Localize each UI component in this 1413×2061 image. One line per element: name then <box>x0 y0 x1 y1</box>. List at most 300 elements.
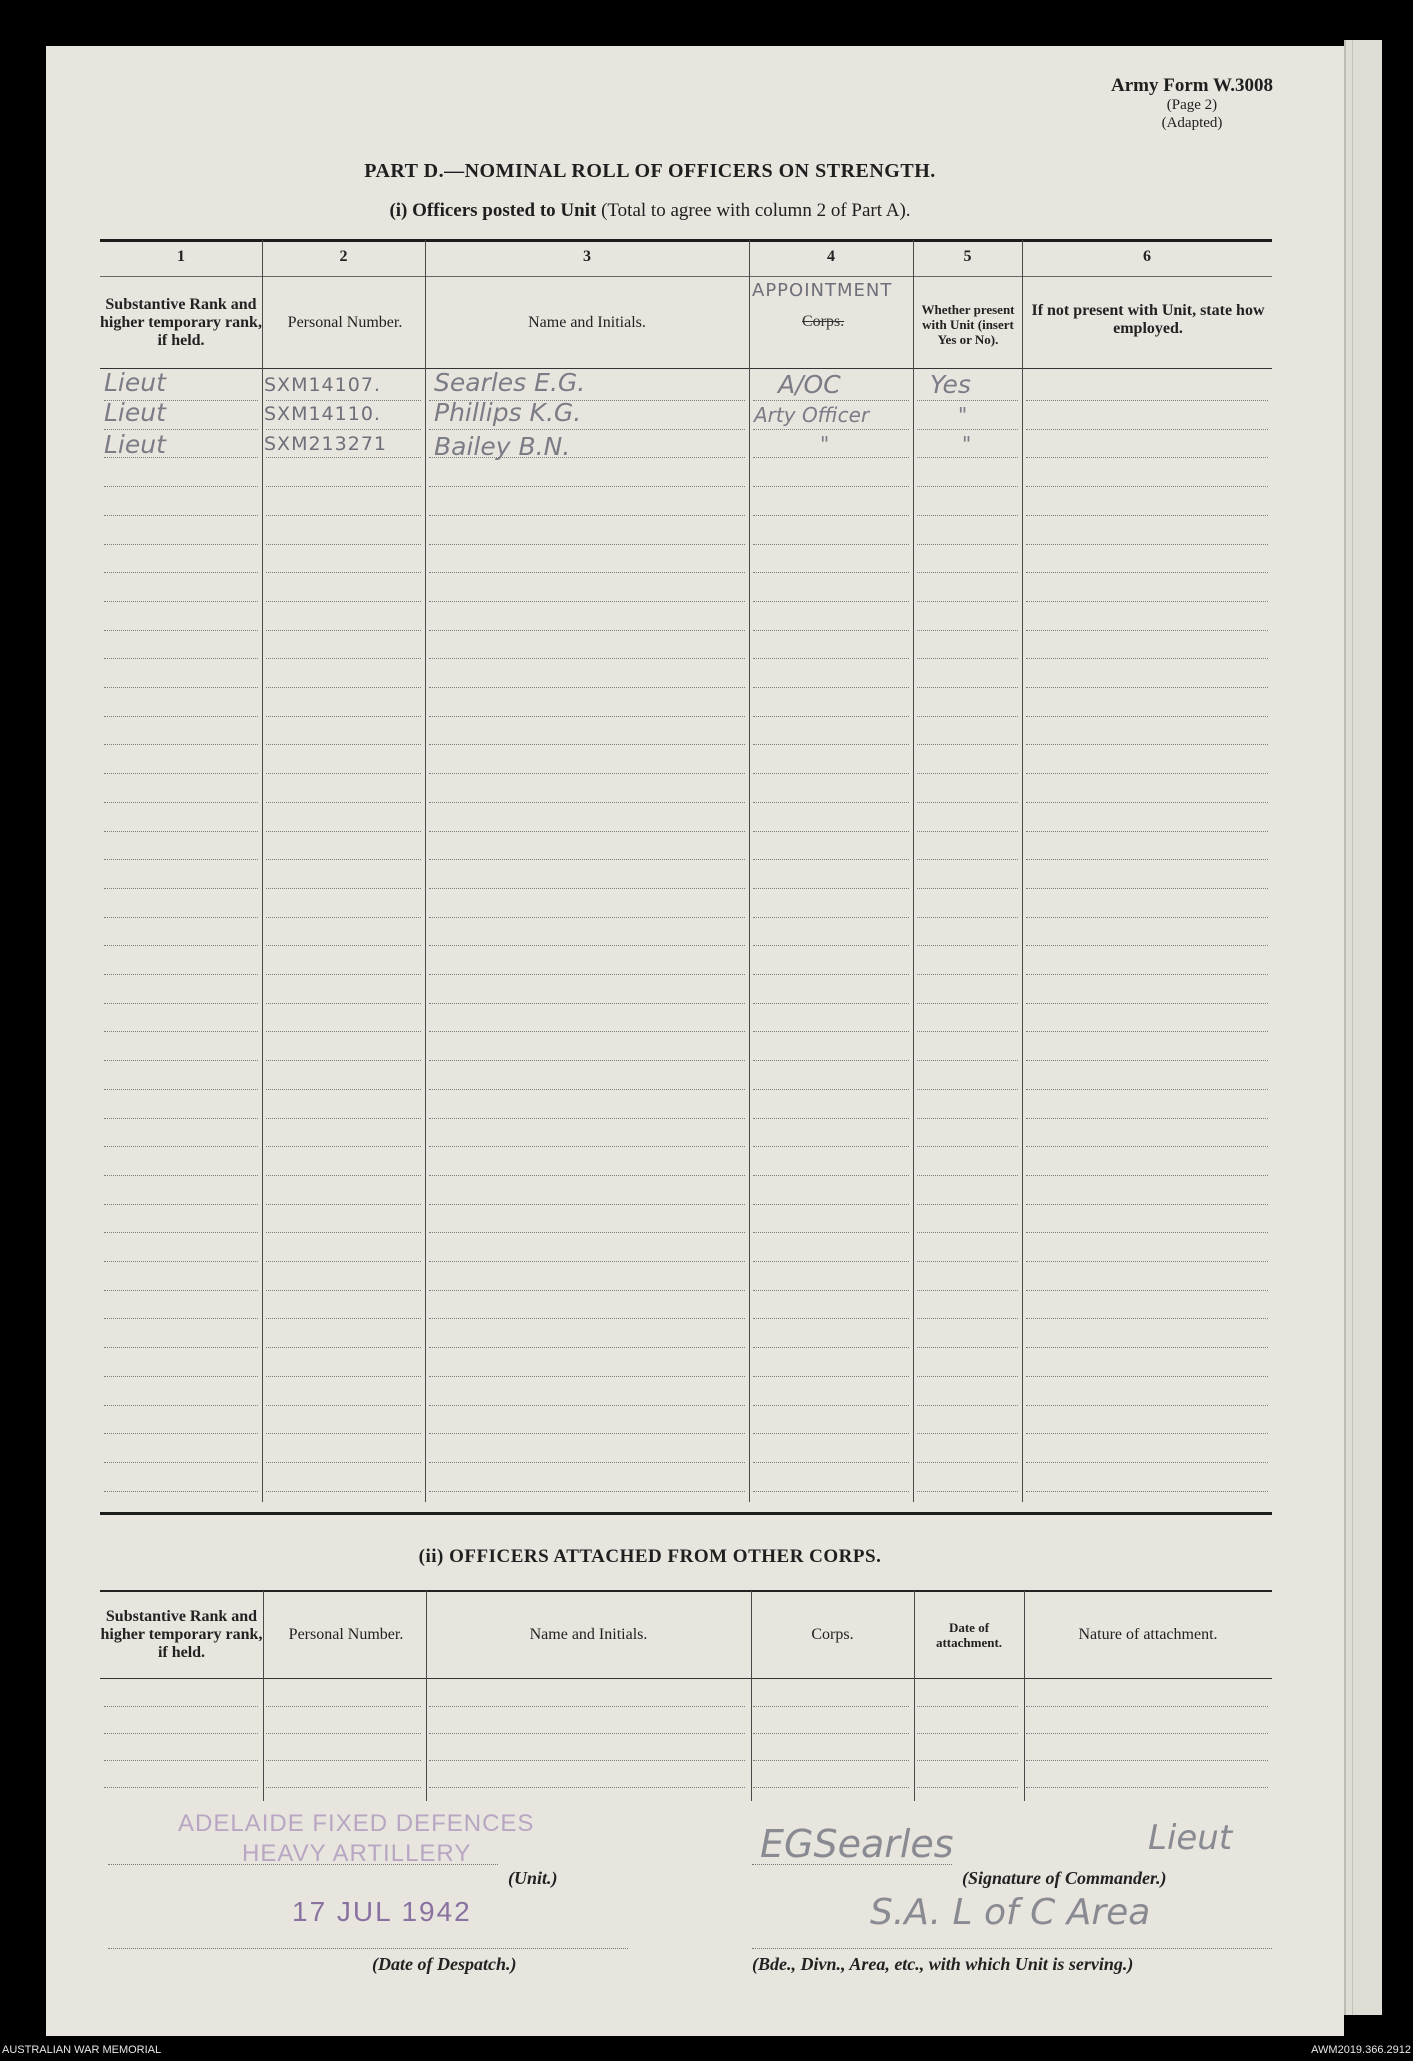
entry-appointment: " <box>820 432 830 456</box>
ruled-row-line <box>753 687 909 688</box>
col-divider-4 <box>913 240 914 1502</box>
entry-name: Bailey B.N. <box>434 432 571 461</box>
ruled-row-line <box>753 1318 909 1319</box>
ruled-row-line <box>1026 1003 1268 1004</box>
ruled-row-line <box>266 687 421 688</box>
ruled-row-line <box>917 888 1018 889</box>
ruled-row-line <box>104 658 258 659</box>
ruled-row-line <box>104 1733 258 1734</box>
entry-personal-number: SXM213271 <box>264 433 387 455</box>
ruled-row-line <box>266 1031 421 1032</box>
ruled-row-line <box>429 601 745 602</box>
ruled-row-line <box>753 1462 909 1463</box>
ruled-row-line <box>917 658 1018 659</box>
ruled-row-line <box>917 1405 1018 1406</box>
ruled-row-line <box>753 1089 909 1090</box>
ruled-row-line <box>266 974 421 975</box>
col-number-5: 5 <box>963 248 972 265</box>
ruled-row-line <box>1026 888 1268 889</box>
ruled-row-line <box>1026 1760 1268 1761</box>
form-page: (Page 2) <box>1166 97 1218 113</box>
ruled-row-line <box>1026 1118 1268 1119</box>
att-header-nature: Nature of attachment. <box>1078 1626 1218 1643</box>
ruled-row-line <box>753 1118 909 1119</box>
ruled-row-line <box>266 486 421 487</box>
ruled-row-line <box>429 945 745 946</box>
ruled-row-line <box>429 974 745 975</box>
ruled-row-line <box>429 1433 745 1434</box>
ruled-row-line <box>104 630 258 631</box>
ruled-row-line <box>753 1760 909 1761</box>
ruled-row-line <box>104 1118 258 1119</box>
ruled-row-line <box>917 744 1018 745</box>
ruled-row-line <box>104 888 258 889</box>
ruled-row-line <box>917 544 1018 545</box>
ruled-row-line <box>104 1405 258 1406</box>
ruled-row-line <box>753 1204 909 1205</box>
ruled-row-line <box>753 1376 909 1377</box>
ruled-row-line <box>753 1060 909 1061</box>
ruled-row-line <box>1026 773 1268 774</box>
part-d-title: PART D.—NOMINAL ROLL OF OFFICERS ON STRENGTH. <box>364 160 936 182</box>
ruled-row-line <box>753 1031 909 1032</box>
ruled-row-line <box>104 1003 258 1004</box>
att-header-name: Name and Initials. <box>529 1626 648 1643</box>
ruled-row-line <box>753 400 909 401</box>
ruled-row-line <box>266 1347 421 1348</box>
ruled-row-line <box>104 1318 258 1319</box>
ruled-row-line <box>104 1031 258 1032</box>
ruled-row-line <box>429 658 745 659</box>
ruled-row-line <box>429 1405 745 1406</box>
ruled-row-line <box>104 1175 258 1176</box>
ruled-row-line <box>104 945 258 946</box>
attached-page-edge <box>1344 40 1382 2015</box>
ruled-row-line <box>753 630 909 631</box>
ruled-row-line <box>753 1003 909 1004</box>
ruled-row-line <box>917 1118 1018 1119</box>
ruled-row-line <box>1026 1733 1268 1734</box>
ruled-row-line <box>429 859 745 860</box>
ruled-row-line <box>917 1175 1018 1176</box>
attached-top-rule <box>100 1590 1272 1592</box>
ruled-row-line <box>753 429 909 430</box>
ruled-row-line <box>1026 1787 1268 1788</box>
ruled-row-line <box>429 1031 745 1032</box>
entry-name: Phillips K.G. <box>434 398 582 427</box>
ruled-row-line <box>1026 630 1268 631</box>
ruled-row-line <box>917 716 1018 717</box>
form-id: Army Form W.3008 <box>1110 75 1273 96</box>
ruled-row-line <box>104 687 258 688</box>
ruled-row-line <box>266 400 421 401</box>
ruled-row-line <box>917 831 1018 832</box>
ruled-row-line <box>753 1491 909 1492</box>
unit-line <box>108 1864 498 1865</box>
ruled-row-line <box>753 744 909 745</box>
ruled-row-line <box>753 572 909 573</box>
ruled-row-line <box>917 601 1018 602</box>
ruled-row-line <box>266 1232 421 1233</box>
ruled-row-line <box>429 687 745 688</box>
ruled-row-line <box>753 831 909 832</box>
ruled-row-line <box>104 601 258 602</box>
ruled-row-line <box>429 544 745 545</box>
header-bottom-rule <box>100 368 1272 369</box>
ruled-row-line <box>917 1089 1018 1090</box>
ruled-row-line <box>429 1376 745 1377</box>
signature-line <box>752 1864 952 1865</box>
ruled-row-line <box>266 945 421 946</box>
ruled-row-line <box>917 515 1018 516</box>
ruled-row-line <box>429 1733 745 1734</box>
ruled-row-line <box>266 1060 421 1061</box>
ruled-row-line <box>104 1433 258 1434</box>
area-handwritten: S.A. L of C Area <box>870 1892 1151 1933</box>
ruled-row-line <box>104 859 258 860</box>
ruled-row-line <box>266 1261 421 1262</box>
ruled-row-line <box>753 1175 909 1176</box>
ruled-row-line <box>1026 1318 1268 1319</box>
ruled-row-line <box>917 1318 1018 1319</box>
ruled-row-line <box>917 1462 1018 1463</box>
unit-stamp-line-2: HEAVY ARTILLERY <box>242 1840 472 1867</box>
header-corps-struck: Corps. <box>802 313 845 330</box>
ruled-row-line <box>1026 1433 1268 1434</box>
att-header-rank: Substantive Rank and higher temporary rank, if held. <box>100 1608 263 1661</box>
ruled-row-line <box>266 1462 421 1463</box>
ruled-row-line <box>917 400 1018 401</box>
ruled-row-line <box>1026 831 1268 832</box>
ruled-row-line <box>1026 515 1268 516</box>
ruled-row-line <box>104 773 258 774</box>
ruled-row-line <box>104 1347 258 1348</box>
ruled-row-line <box>104 1787 258 1788</box>
ruled-row-line <box>1026 859 1268 860</box>
ruled-row-line <box>266 1376 421 1377</box>
header-name: Name and Initials. <box>528 314 646 331</box>
ruled-row-line <box>1026 1405 1268 1406</box>
att-divider-1 <box>263 1591 264 1801</box>
ruled-row-line <box>104 515 258 516</box>
ruled-row-line <box>104 1146 258 1147</box>
ruled-row-line <box>753 1787 909 1788</box>
ruled-row-line <box>429 1318 745 1319</box>
entry-present: " <box>958 403 968 427</box>
col-number-4: 4 <box>827 248 835 265</box>
ruled-row-line <box>917 1433 1018 1434</box>
ruled-row-line <box>917 486 1018 487</box>
ruled-row-line <box>917 1261 1018 1262</box>
ruled-row-line <box>266 773 421 774</box>
ruled-row-line <box>753 457 909 458</box>
ruled-row-line <box>429 515 745 516</box>
ruled-row-line <box>917 1031 1018 1032</box>
ruled-row-line <box>104 744 258 745</box>
ruled-row-line <box>266 1175 421 1176</box>
ruled-row-line <box>917 1376 1018 1377</box>
ruled-row-line <box>104 1376 258 1377</box>
ruled-row-line <box>917 945 1018 946</box>
ruled-row-line <box>753 888 909 889</box>
ruled-row-line <box>917 1060 1018 1061</box>
table-bottom-rule <box>100 1512 1272 1515</box>
ruled-row-line <box>266 1118 421 1119</box>
ruled-row-line <box>917 859 1018 860</box>
ruled-row-line <box>917 1146 1018 1147</box>
att-header-personal-number: Personal Number. <box>288 1626 404 1643</box>
ruled-row-line <box>753 974 909 975</box>
header-present: Whether present with Unit (insert Yes or No). <box>921 301 1015 347</box>
ruled-row-line <box>1026 658 1268 659</box>
ruled-row-line <box>266 601 421 602</box>
header-personal-number: Personal Number. <box>287 314 403 331</box>
ruled-row-line <box>917 1347 1018 1348</box>
ruled-row-line <box>1026 400 1268 401</box>
ruled-row-line <box>1026 687 1268 688</box>
ruled-row-line <box>753 917 909 918</box>
ruled-row-line <box>753 658 909 659</box>
ruled-row-line <box>104 1232 258 1233</box>
ruled-row-line <box>753 1232 909 1233</box>
ruled-row-line <box>429 744 745 745</box>
ruled-row-line <box>429 1706 745 1707</box>
ruled-row-line <box>917 630 1018 631</box>
ruled-row-line <box>104 1760 258 1761</box>
ruled-row-line <box>1026 1204 1268 1205</box>
ruled-row-line <box>266 1003 421 1004</box>
entry-personal-number: SXM14110. <box>264 403 381 425</box>
col-number-2: 2 <box>339 248 348 265</box>
header-employment: If not present with Unit, state how employed. <box>1031 302 1265 337</box>
ruled-row-line <box>104 802 258 803</box>
ruled-row-line <box>1026 802 1268 803</box>
ruled-row-line <box>1026 1146 1268 1147</box>
ruled-row-line <box>753 515 909 516</box>
col-divider-2 <box>425 240 426 1502</box>
area-caption: (Bde., Divn., Area, etc., with which Unit is serving.) <box>752 1954 1134 1974</box>
ruled-row-line <box>753 1405 909 1406</box>
ruled-row-line <box>917 1706 1018 1707</box>
ruled-row-line <box>1026 1261 1268 1262</box>
ruled-row-line <box>1026 1290 1268 1291</box>
ruled-row-line <box>1026 572 1268 573</box>
ruled-row-line <box>753 601 909 602</box>
ruled-row-line <box>917 773 1018 774</box>
ruled-row-line <box>429 888 745 889</box>
ruled-row-line <box>429 429 745 430</box>
ruled-row-line <box>266 1146 421 1147</box>
ruled-row-line <box>104 486 258 487</box>
ruled-row-line <box>429 1146 745 1147</box>
ruled-row-line <box>104 831 258 832</box>
ruled-row-line <box>753 945 909 946</box>
ruled-row-line <box>429 1118 745 1119</box>
ruled-row-line <box>753 544 909 545</box>
ruled-row-line <box>429 1347 745 1348</box>
ruled-row-line <box>266 1089 421 1090</box>
ruled-row-line <box>429 1760 745 1761</box>
subtitle-bold: (i) Officers posted to Unit <box>389 200 597 221</box>
ruled-row-line <box>104 572 258 573</box>
ruled-row-line <box>104 1491 258 1492</box>
column-number-rule <box>100 276 1272 277</box>
ruled-row-line <box>104 974 258 975</box>
ruled-row-line <box>429 1060 745 1061</box>
ruled-row-line <box>917 1290 1018 1291</box>
ruled-row-line <box>266 744 421 745</box>
entry-rank: Lieut <box>104 368 166 397</box>
ruled-row-line <box>1026 1347 1268 1348</box>
ruled-row-line <box>266 802 421 803</box>
ruled-row-line <box>266 1760 421 1761</box>
ruled-row-line <box>753 1347 909 1348</box>
ruled-row-line <box>429 1290 745 1291</box>
ruled-row-line <box>1026 1232 1268 1233</box>
ruled-row-line <box>917 917 1018 918</box>
ruled-row-line <box>429 572 745 573</box>
ruled-row-line <box>917 429 1018 430</box>
ruled-row-line <box>429 486 745 487</box>
ruled-row-line <box>917 1760 1018 1761</box>
entry-name: Searles E.G. <box>434 368 586 397</box>
ruled-row-line <box>104 1204 258 1205</box>
ruled-row-line <box>1026 486 1268 487</box>
ruled-row-line <box>1026 744 1268 745</box>
ruled-row-line <box>753 773 909 774</box>
col-number-6: 6 <box>1143 248 1151 265</box>
ruled-row-line <box>266 457 421 458</box>
ruled-row-line <box>266 716 421 717</box>
ruled-row-line <box>429 1261 745 1262</box>
ruled-row-line <box>917 1232 1018 1233</box>
ruled-row-line <box>104 1089 258 1090</box>
entry-rank: Lieut <box>104 398 166 427</box>
ruled-row-line <box>429 1491 745 1492</box>
ruled-row-line <box>429 1089 745 1090</box>
att-divider-4 <box>914 1591 915 1801</box>
ruled-row-line <box>266 1491 421 1492</box>
ruled-row-line <box>429 831 745 832</box>
ruled-row-line <box>266 429 421 430</box>
ruled-row-line <box>266 1318 421 1319</box>
ruled-row-line <box>104 1261 258 1262</box>
ruled-row-line <box>266 1787 421 1788</box>
ruled-row-line <box>266 572 421 573</box>
ruled-row-line <box>429 716 745 717</box>
col-divider-1 <box>262 240 263 1502</box>
ruled-row-line <box>917 1787 1018 1788</box>
ruled-row-line <box>266 1733 421 1734</box>
ruled-row-line <box>429 1787 745 1788</box>
ruled-row-line <box>266 1290 421 1291</box>
ruled-row-line <box>429 630 745 631</box>
ruled-row-line <box>1026 974 1268 975</box>
col-number-1: 1 <box>177 248 185 265</box>
entry-present: " <box>962 432 972 456</box>
page-edge-fold <box>1352 40 1353 2015</box>
form-adapted: (Adapted) <box>1161 115 1223 131</box>
ruled-row-line <box>104 1060 258 1061</box>
ruled-row-line <box>429 917 745 918</box>
ruled-row-line <box>1026 1706 1268 1707</box>
ruled-row-line <box>1026 1031 1268 1032</box>
entry-present: Yes <box>930 370 971 399</box>
entry-personal-number: SXM14107. <box>264 374 381 396</box>
att-header-date: Date of attachment. <box>935 1620 1003 1650</box>
unit-caption: (Unit.) <box>508 1868 558 1888</box>
ruled-row-line <box>917 974 1018 975</box>
ruled-row-line <box>753 1433 909 1434</box>
table-top-rule <box>100 239 1272 242</box>
ruled-row-line <box>429 1003 745 1004</box>
entry-rank: Lieut <box>104 430 166 459</box>
ruled-row-line <box>429 1204 745 1205</box>
despatch-caption: (Date of Despatch.) <box>372 1954 517 1974</box>
ruled-row-line <box>917 1003 1018 1004</box>
ruled-row-line <box>266 544 421 545</box>
ruled-row-line <box>1026 1462 1268 1463</box>
ruled-row-line <box>429 802 745 803</box>
ruled-row-line <box>104 1290 258 1291</box>
ruled-row-line <box>266 1204 421 1205</box>
ruled-row-line <box>1026 945 1268 946</box>
unit-stamp-line-1: ADELAIDE FIXED DEFENCES <box>178 1810 535 1837</box>
subtitle-rest: (Total to agree with column 2 of Part A). <box>601 200 911 221</box>
ruled-row-line <box>917 1733 1018 1734</box>
ruled-row-line <box>1026 544 1268 545</box>
ruled-row-line <box>266 859 421 860</box>
ruled-row-line <box>1026 1491 1268 1492</box>
ruled-row-line <box>917 687 1018 688</box>
ruled-row-line <box>1026 457 1268 458</box>
ruled-row-line <box>104 1462 258 1463</box>
ruled-row-line <box>104 716 258 717</box>
commander-rank: Lieut <box>1148 1818 1233 1858</box>
ruled-row-line <box>104 917 258 918</box>
ruled-row-line <box>753 802 909 803</box>
ruled-row-line <box>753 716 909 717</box>
ruled-row-line <box>917 572 1018 573</box>
ruled-row-line <box>104 1706 258 1707</box>
col-divider-5 <box>1022 240 1023 1502</box>
form-header <box>1111 76 1273 132</box>
ruled-row-line <box>266 1433 421 1434</box>
ruled-row-line <box>266 1706 421 1707</box>
ruled-row-line <box>1026 1376 1268 1377</box>
ruled-row-line <box>429 773 745 774</box>
entry-appointment: A/OC <box>778 370 841 399</box>
ruled-row-line <box>753 1146 909 1147</box>
ruled-row-line <box>266 1405 421 1406</box>
header-rank: Substantive Rank and higher temporary rank, if held. <box>100 296 262 349</box>
footer-right: AWM2019.366.2912 <box>1311 2044 1411 2056</box>
ruled-row-line <box>1026 429 1268 430</box>
part-d-subtitle <box>0 200 1300 222</box>
signature-caption: (Signature of Commander.) <box>962 1868 1167 1888</box>
ruled-row-line <box>753 486 909 487</box>
area-line <box>752 1948 1272 1949</box>
ruled-row-line <box>266 658 421 659</box>
col-number-3: 3 <box>583 248 591 265</box>
ruled-row-line <box>104 544 258 545</box>
ruled-row-line <box>1026 1175 1268 1176</box>
ruled-row-line <box>266 917 421 918</box>
commander-signature: EGSearles <box>760 1822 954 1866</box>
col-divider-3 <box>749 240 750 1502</box>
ruled-row-line <box>917 802 1018 803</box>
despatch-date-stamp: 17 JUL 1942 <box>292 1896 472 1927</box>
